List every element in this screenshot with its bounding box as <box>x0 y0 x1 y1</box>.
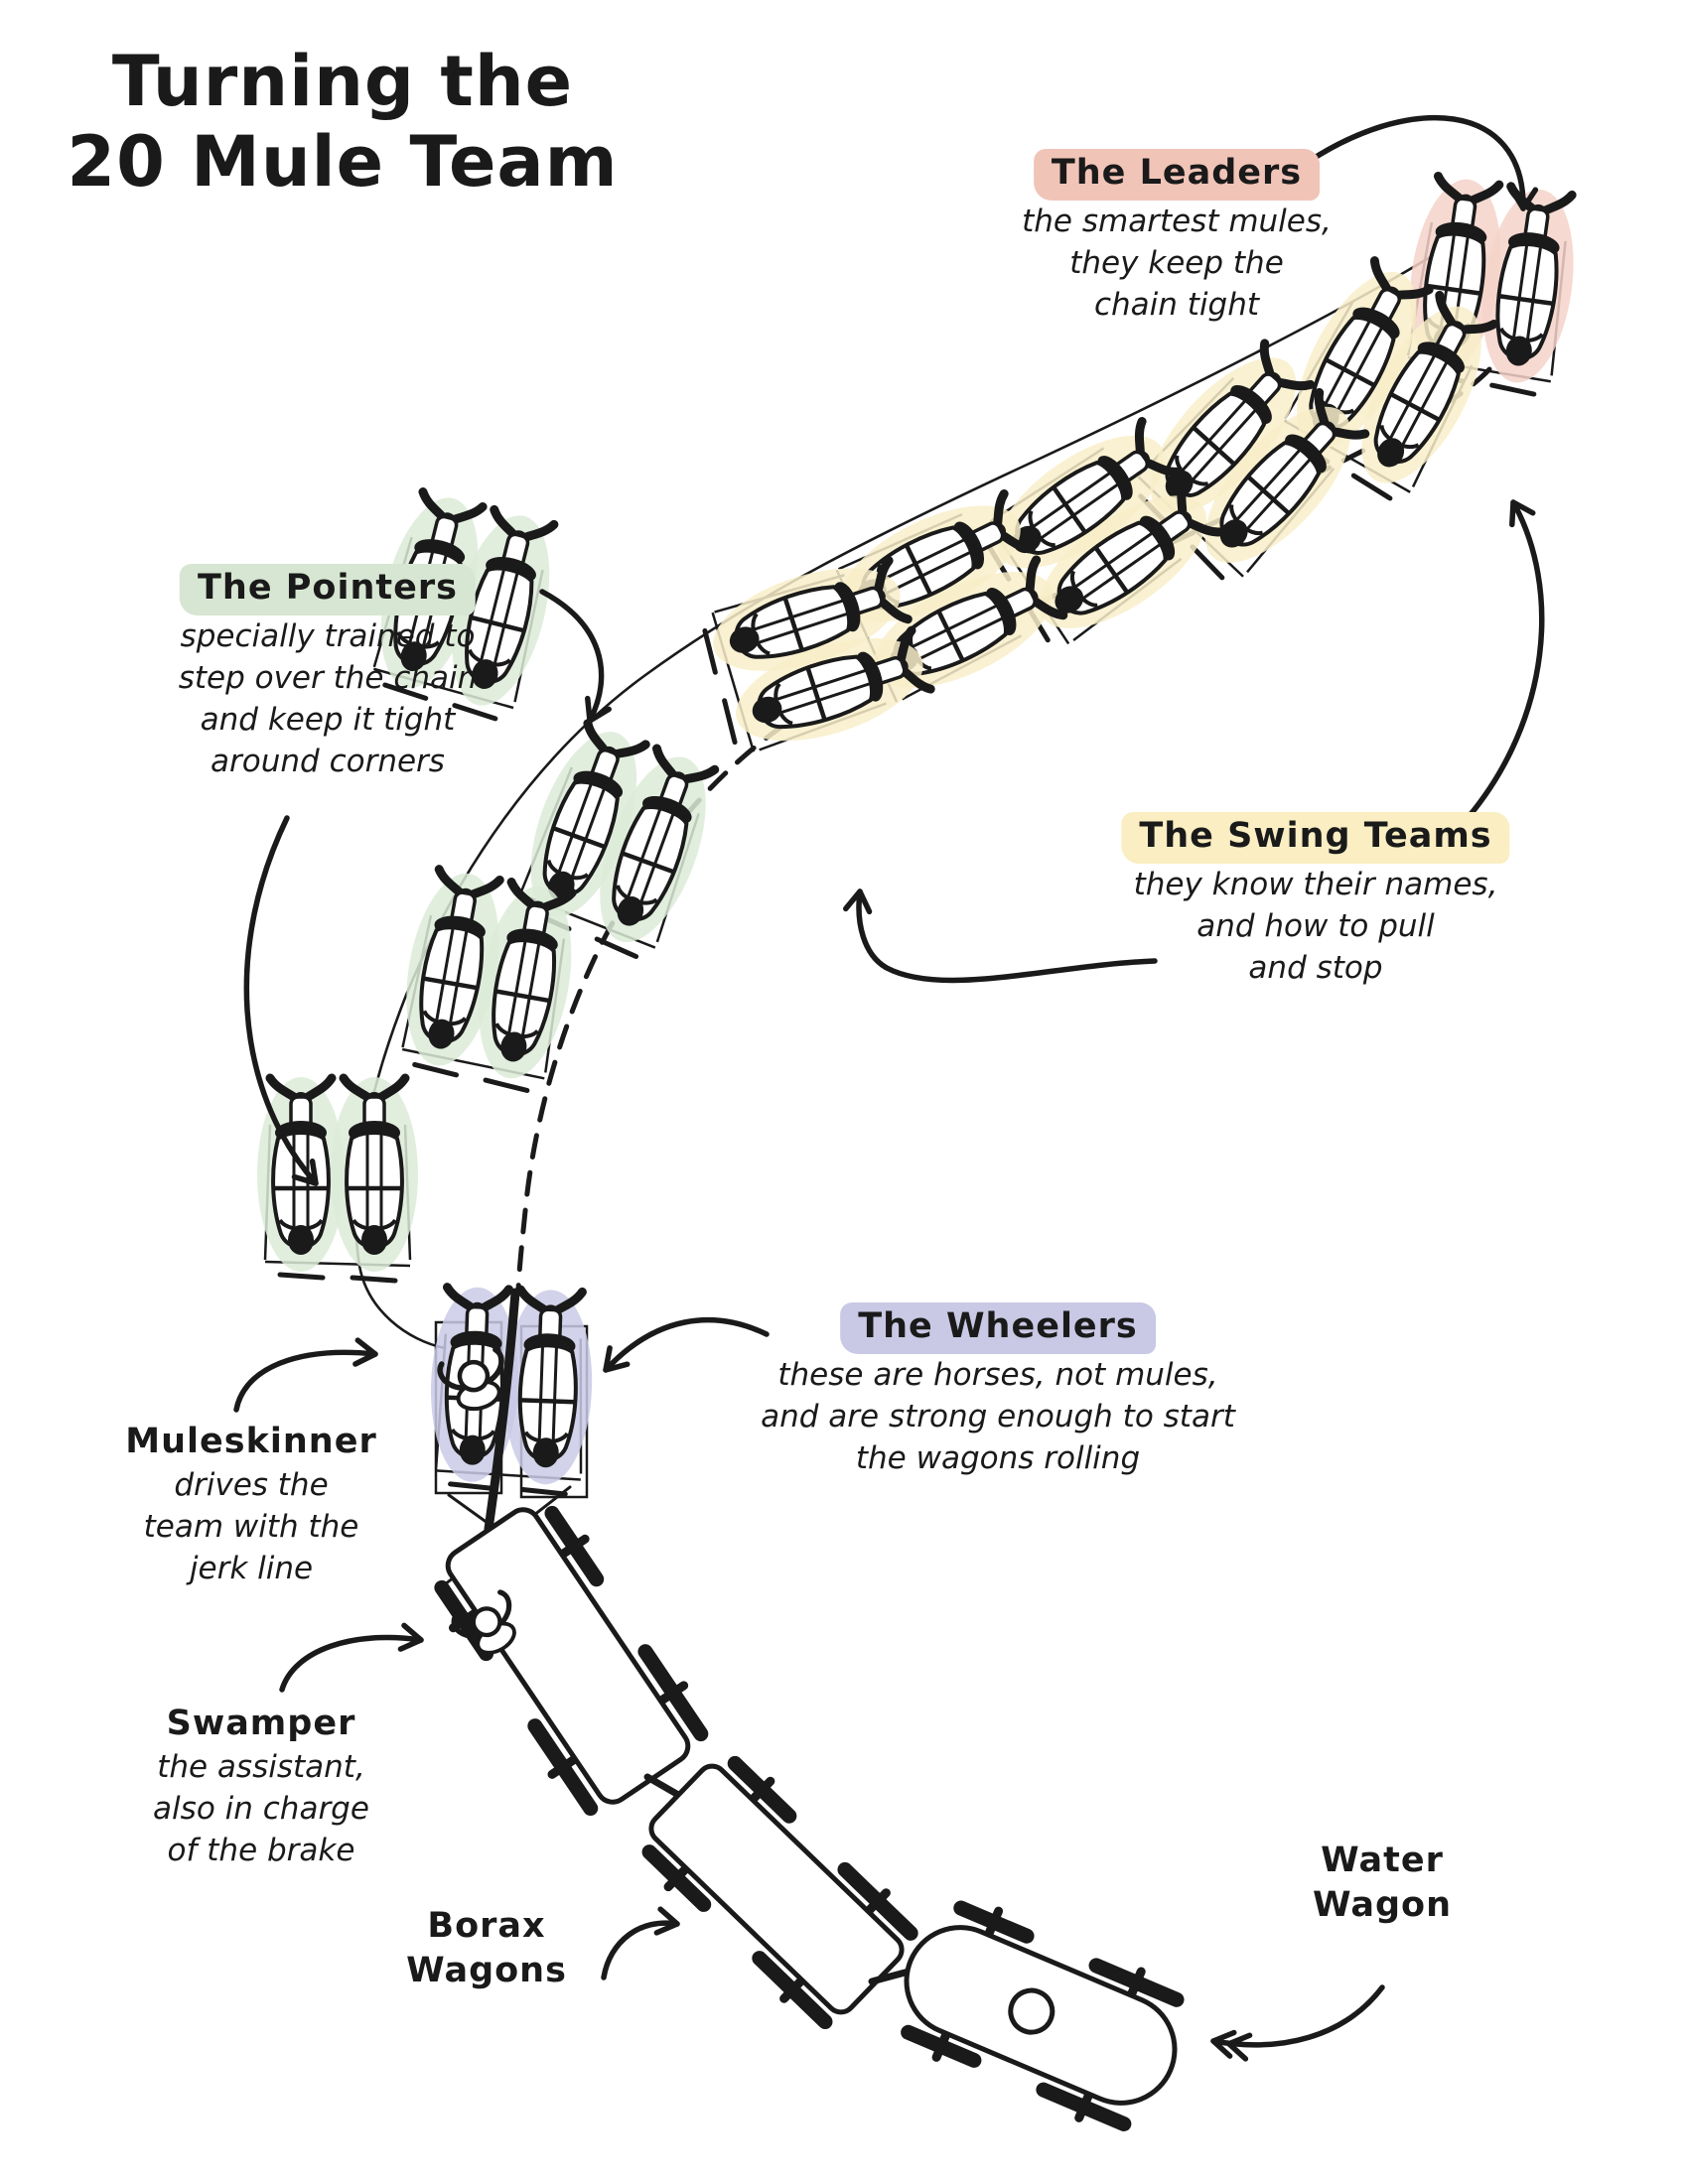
leaders-heading-row <box>1022 149 1332 201</box>
muleskinner-desc-line-3: jerk line <box>189 1551 314 1587</box>
muleskinner-desc-line-2: team with the <box>143 1508 359 1545</box>
swing-desc-line-1: they know their names, <box>1133 866 1498 902</box>
swamper-desc-line-2: also in charge <box>153 1790 369 1827</box>
pointers-desc-line-4: around corners <box>211 744 445 780</box>
page-title <box>67 42 618 203</box>
pointers-desc-line-1: specially trained to <box>180 617 476 654</box>
wheelers-desc-line-1: these are horses, not mules, <box>777 1356 1218 1393</box>
wheelers-heading: The Wheelers <box>840 1302 1156 1354</box>
pointers-heading: The Pointers <box>180 564 476 615</box>
swing-long-arrow <box>1468 502 1542 818</box>
borax-wagons-line-1: Borax <box>427 1906 546 1946</box>
label-wheelers <box>761 1302 1235 1479</box>
leaders-desc-line-3: chain tight <box>1093 287 1260 324</box>
label-swing <box>1121 812 1509 989</box>
water-arrow <box>1213 1987 1382 2045</box>
label-borax-wagons <box>406 1904 567 1993</box>
swing-arrow <box>859 891 1155 980</box>
pointers-pair-4 <box>257 1077 418 1281</box>
leaders-heading: The Leaders <box>1034 149 1320 201</box>
wheelers-arrow <box>606 1320 767 1370</box>
leaders-desc-line-2: they keep the <box>1069 244 1284 281</box>
borax-wagon-1 <box>419 1488 717 1824</box>
wheelers-desc-line-2: and are strong enough to start <box>761 1398 1235 1434</box>
swamper-desc-line-1: the assistant, <box>157 1748 365 1785</box>
label-water-wagon <box>1313 1839 1452 1928</box>
wheelers-heading-row <box>761 1302 1235 1354</box>
label-swamper <box>153 1702 369 1871</box>
borax-arrow <box>604 1923 677 1978</box>
page-title-line-1: Turning the <box>111 41 574 122</box>
pointers-arrow <box>542 592 602 721</box>
water-wagon-line-1: Water <box>1321 1841 1444 1880</box>
borax-wagons-line-2: Wagons <box>406 1950 567 1990</box>
label-pointers <box>179 564 478 782</box>
swing-heading-row <box>1121 812 1509 864</box>
label-muleskinner <box>125 1420 376 1589</box>
pointers-desc-line-2: step over the chain <box>178 659 478 696</box>
swamper-heading: Swamper <box>166 1704 356 1743</box>
borax-wagon-2 <box>628 1742 925 2037</box>
muleskinner-desc-line-1: drives the <box>174 1466 329 1503</box>
label-leaders <box>1022 149 1332 326</box>
water-wagon-line-2: Wagon <box>1313 1884 1452 1925</box>
swing-heading: The Swing Teams <box>1121 812 1509 864</box>
swamper-desc-line-3: of the brake <box>167 1833 355 1869</box>
muleskinner-heading: Muleskinner <box>125 1422 377 1461</box>
page-title-line-2: 20 Mule Team <box>67 121 619 204</box>
water-wagon <box>880 1887 1201 2143</box>
muleskinner-arrow <box>236 1352 375 1410</box>
leaders-desc-line-1: the smartest mules, <box>1022 203 1332 239</box>
swamper-arrow <box>282 1637 421 1690</box>
wheelers-desc-line-3: the wagons rolling <box>855 1440 1141 1477</box>
pointers-heading-row <box>179 564 478 615</box>
swing-desc-line-2: and how to pull <box>1196 907 1435 944</box>
pointers-desc-line-3: and keep it tight <box>200 702 456 739</box>
swing-desc-line-3: and stop <box>1248 950 1383 987</box>
